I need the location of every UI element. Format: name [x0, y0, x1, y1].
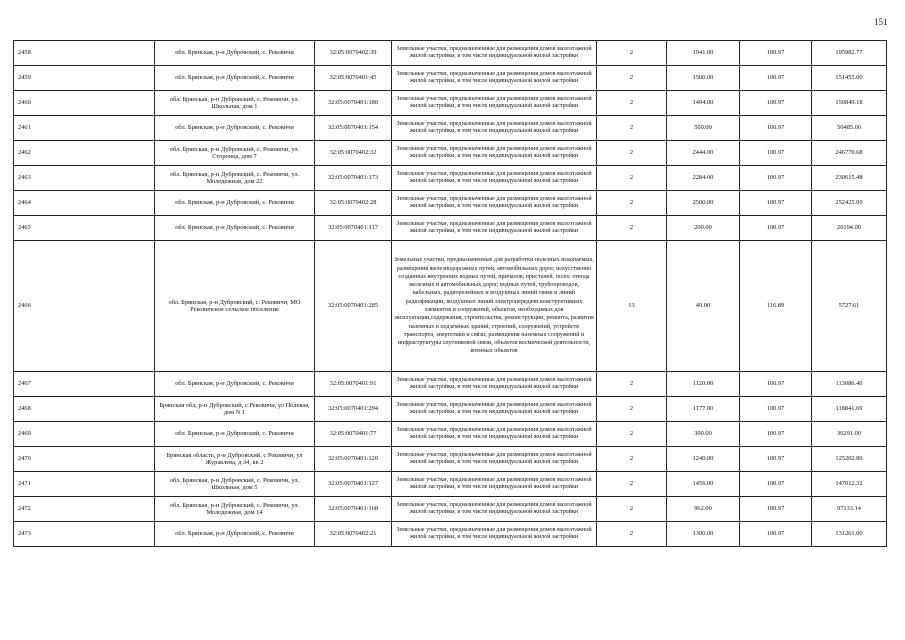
use-group-cell: 2 — [597, 472, 667, 497]
row-number-cell: 2471 — [14, 472, 155, 497]
cadastral-number-cell: 32:05:0070401:45 — [315, 66, 392, 91]
cadastral-value-cell: 118841.69 — [812, 397, 887, 422]
use-group-cell: 2 — [597, 447, 667, 472]
specific-value-cell: 100.97 — [740, 91, 812, 116]
use-group-cell: 2 — [597, 522, 667, 547]
cadastral-number-cell: 32:05:0070401:173 — [315, 166, 392, 191]
row-number-cell: 2459 — [14, 66, 155, 91]
row-number-cell: 2472 — [14, 497, 155, 522]
address-cell: обл. Брянская, р-н Дубровский, с. Рековичи, ул. Школьная, дом 5 — [155, 472, 315, 497]
cadastral-value-cell: 97133.14 — [812, 497, 887, 522]
permitted-use-cell: Земельные участки, предназначенные для размещения домов малоэтажной жилой застройки, в том числе индивидуальной жилой застройки — [392, 372, 597, 397]
address-cell: обл. Брянская, р-н Дубровский, с. Рековичи, ул. Школьная, дом 1 — [155, 91, 315, 116]
row-number-cell: 2460 — [14, 91, 155, 116]
address-cell: обл. Брянская, р-н Дубровский, с. Рековичи — [155, 41, 315, 66]
specific-value-cell: 100.97 — [740, 447, 812, 472]
permitted-use-cell: Земельные участки, предназначенные для размещения домов малоэтажной жилой застройки, в том числе индивидуальной жилой застройки — [392, 191, 597, 216]
permitted-use-cell: Земельные участки, предназначенные для размещения домов малоэтажной жилой застройки, в том числе индивидуальной жилой застройки — [392, 422, 597, 447]
cadastral-value-cell: 20194.00 — [812, 216, 887, 241]
address-cell: Брянская обл, р-н Дубровский, с Рековичи, ул Полевая, дом N 1 — [155, 397, 315, 422]
use-group-cell: 2 — [597, 422, 667, 447]
area-cell: 1240.00 — [667, 447, 740, 472]
row-number-cell: 2458 — [14, 41, 155, 66]
specific-value-cell: 100.97 — [740, 141, 812, 166]
area-cell: 300.00 — [667, 422, 740, 447]
permitted-use-cell: Земельные участки, предназначенные для размещения домов малоэтажной жилой застройки, в том числе индивидуальной жилой застройки — [392, 447, 597, 472]
area-cell: 1300.00 — [667, 522, 740, 547]
area-cell: 1500.00 — [667, 66, 740, 91]
area-cell: 1177.00 — [667, 397, 740, 422]
row-number-cell: 2464 — [14, 191, 155, 216]
permitted-use-cell: Земельные участки, предназначенные для размещения домов малоэтажной жилой застройки, в том числе индивидуальной жилой застройки — [392, 472, 597, 497]
permitted-use-cell: Земельные участки, предназначенные для размещения домов малоэтажной жилой застройки, в том числе индивидуальной жилой застройки — [392, 91, 597, 116]
row-number-cell: 2462 — [14, 141, 155, 166]
cadastral-value-cell: 50485.00 — [812, 116, 887, 141]
specific-value-cell: 100.97 — [740, 191, 812, 216]
area-cell: 49.00 — [667, 241, 740, 372]
table-row — [14, 191, 887, 216]
cadastral-number-cell: 32:05:0070402:21 — [315, 522, 392, 547]
area-cell: 1120.00 — [667, 372, 740, 397]
table-row — [14, 241, 887, 372]
area-cell: 2444.00 — [667, 141, 740, 166]
cadastral-number-cell: 32:05:0070401:77 — [315, 422, 392, 447]
cadastral-value-cell: 125202.80 — [812, 447, 887, 472]
row-number-cell: 2463 — [14, 166, 155, 191]
table-row — [14, 497, 887, 522]
cadastral-value-cell: 151455.00 — [812, 66, 887, 91]
address-cell: обл. Брянская, р-н Дубровский, с. Рековичи, ул. Сторонца, дом 7 — [155, 141, 315, 166]
cadastral-number-cell: 32:05:0070401:91 — [315, 372, 392, 397]
cadastral-value-cell: 131261.00 — [812, 522, 887, 547]
cadastral-number-cell: 32:05:0070402:28 — [315, 191, 392, 216]
permitted-use-cell: Земельные участки, предназначенные для размещения домов малоэтажной жилой застройки, в том числе индивидуальной жилой застройки — [392, 497, 597, 522]
address-cell: обл. Брянская, р-н Дубровский, с. Рековичи — [155, 216, 315, 241]
cadastral-number-cell: 32:05:0070401:127 — [315, 472, 392, 497]
use-group-cell: 2 — [597, 397, 667, 422]
use-group-cell: 2 — [597, 166, 667, 191]
address-cell: обл. Брянская, р-н Дубровский, с. Рековичи, ул. Молодежная, дом 14 — [155, 497, 315, 522]
table-row — [14, 372, 887, 397]
use-group-cell: 2 — [597, 216, 667, 241]
area-cell: 1941.00 — [667, 41, 740, 66]
specific-value-cell: 100.97 — [740, 41, 812, 66]
table-row — [14, 522, 887, 547]
row-number-cell: 2466 — [14, 241, 155, 372]
address-cell: Брянская область, р-н Дубровский, с Рековичи, ул Журавлева, д 34, кв 2 — [155, 447, 315, 472]
row-number-cell: 2468 — [14, 397, 155, 422]
use-group-cell: 2 — [597, 116, 667, 141]
row-number-cell: 2465 — [14, 216, 155, 241]
area-cell: 500.00 — [667, 116, 740, 141]
area-cell: 1494.00 — [667, 91, 740, 116]
address-cell: обл. Брянская, р-н Дубровский, с. Рековичи, МО Рековичское сельское поселение — [155, 241, 315, 372]
table-body — [14, 41, 887, 547]
cadastral-value-cell: 5727.61 — [812, 241, 887, 372]
table-row — [14, 91, 887, 116]
area-cell: 2500.00 — [667, 191, 740, 216]
land-registry-table — [13, 40, 887, 547]
use-group-cell: 13 — [597, 241, 667, 372]
address-cell: обл. Брянская, р-н Дубровский, с. Рековичи — [155, 191, 315, 216]
cadastral-number-cell: 32:05:0070401:294 — [315, 397, 392, 422]
cadastral-number-cell: 32:05:0070401:117 — [315, 216, 392, 241]
table-row — [14, 66, 887, 91]
area-cell: 1456.00 — [667, 472, 740, 497]
use-group-cell: 2 — [597, 66, 667, 91]
cadastral-value-cell: 30291.00 — [812, 422, 887, 447]
specific-value-cell: 100.97 — [740, 66, 812, 91]
specific-value-cell: 100.97 — [740, 116, 812, 141]
address-cell: обл. Брянская, р-н Дубровский, с. Рековичи — [155, 422, 315, 447]
use-group-cell: 2 — [597, 141, 667, 166]
specific-value-cell: 100.97 — [740, 497, 812, 522]
use-group-cell: 2 — [597, 372, 667, 397]
cadastral-number-cell: 32:05:0070401:180 — [315, 91, 392, 116]
specific-value-cell: 100.97 — [740, 522, 812, 547]
cadastral-value-cell: 246770.68 — [812, 141, 887, 166]
specific-value-cell: 100.97 — [740, 472, 812, 497]
address-cell: обл. Брянская, р-н Дубровский, с. Рековичи, ул. Молодежная, дом 22 — [155, 166, 315, 191]
cadastral-value-cell: 230615.48 — [812, 166, 887, 191]
specific-value-cell: 100.97 — [740, 216, 812, 241]
area-cell: 200.00 — [667, 216, 740, 241]
row-number-cell: 2469 — [14, 422, 155, 447]
permitted-use-cell: Земельные участки, предназначенные для размещения домов малоэтажной жилой застройки, в том числе индивидуальной жилой застройки — [392, 41, 597, 66]
permitted-use-cell: Земельные участки, предназначенные для размещения домов малоэтажной жилой застройки, в том числе индивидуальной жилой застройки — [392, 216, 597, 241]
cadastral-number-cell: 32:05:0070401:154 — [315, 116, 392, 141]
table-row — [14, 472, 887, 497]
row-number-cell: 2461 — [14, 116, 155, 141]
cadastral-number-cell: 32:05:0070402:39 — [315, 41, 392, 66]
cadastral-value-cell: 147012.32 — [812, 472, 887, 497]
cadastral-value-cell: 252425.00 — [812, 191, 887, 216]
address-cell: обл. Брянская, р-н Дубровский, с. Рековичи — [155, 372, 315, 397]
row-number-cell: 2470 — [14, 447, 155, 472]
cadastral-number-cell: 32:05:0070402:32 — [315, 141, 392, 166]
table-row — [14, 166, 887, 191]
specific-value-cell: 116.89 — [740, 241, 812, 372]
address-cell: обл. Брянская, р-н Дубровский, с. Рековичи — [155, 116, 315, 141]
table-row — [14, 116, 887, 141]
permitted-use-cell: Земельные участки, предназначенные для размещения домов малоэтажной жилой застройки, в том числе индивидуальной жилой застройки — [392, 397, 597, 422]
permitted-use-cell: Земельные участки, предназначенные для размещения домов малоэтажной жилой застройки, в том числе индивидуальной жилой застройки — [392, 522, 597, 547]
table-row — [14, 447, 887, 472]
permitted-use-cell: Земельные участки, предназначенные для размещения домов малоэтажной жилой застройки, в том числе индивидуальной жилой застройки — [392, 66, 597, 91]
cadastral-number-cell: 32:05:0070401:120 — [315, 447, 392, 472]
cadastral-value-cell: 195982.77 — [812, 41, 887, 66]
use-group-cell: 2 — [597, 41, 667, 66]
specific-value-cell: 100.97 — [740, 397, 812, 422]
table-row — [14, 141, 887, 166]
permitted-use-cell: Земельные участки, предназначенные для разработки полезных ископаемых, размещения железнодорожных путей, автомобильных дорог, искусственно созданных внутренних водных путей, причалов, пристаней, полос отвода железных и автомобильных дорог, водных путей, трубопроводов, кабельных, радиорелейных и воздушных линий связи и линий радиофикации, воздушных линий электропередачи конструктивных элементов и сооружений, объектов, необходимых для эксплуатации,содержания, строительства, реконструкции, ремонта, развития наземных и подземных зданий, строений, сооружений, устройств транспорта, энергетики и связи; размещения наземных сооружений и инфраструктуры спутниковой связи, объектов космической деятельности, военных объектов — [392, 241, 597, 372]
table-row — [14, 422, 887, 447]
row-number-cell: 2467 — [14, 372, 155, 397]
use-group-cell: 2 — [597, 91, 667, 116]
specific-value-cell: 100.97 — [740, 166, 812, 191]
cadastral-value-cell: 150849.18 — [812, 91, 887, 116]
permitted-use-cell: Земельные участки, предназначенные для размещения домов малоэтажной жилой застройки, в том числе индивидуальной жилой застройки — [392, 116, 597, 141]
table-row — [14, 397, 887, 422]
cadastral-number-cell: 32:05:0070401:168 — [315, 497, 392, 522]
specific-value-cell: 100.97 — [740, 422, 812, 447]
permitted-use-cell: Земельные участки, предназначенные для размещения домов малоэтажной жилой застройки, в том числе индивидуальной жилой застройки — [392, 166, 597, 191]
permitted-use-cell: Земельные участки, предназначенные для размещения домов малоэтажной жилой застройки, в том числе индивидуальной жилой застройки — [392, 141, 597, 166]
address-cell: обл. Брянская, р-н Дубровский, с. Рековичи — [155, 66, 315, 91]
specific-value-cell: 100.97 — [740, 372, 812, 397]
table-row — [14, 41, 887, 66]
cadastral-value-cell: 113086.40 — [812, 372, 887, 397]
table-row — [14, 216, 887, 241]
row-number-cell: 2473 — [14, 522, 155, 547]
page-number: 151 — [874, 17, 888, 27]
address-cell: обл. Брянская, р-н Дубровский, с. Рековичи — [155, 522, 315, 547]
use-group-cell: 2 — [597, 497, 667, 522]
cadastral-number-cell: 32:05:0070401:285 — [315, 241, 392, 372]
use-group-cell: 2 — [597, 191, 667, 216]
area-cell: 2284.00 — [667, 166, 740, 191]
area-cell: 962.00 — [667, 497, 740, 522]
